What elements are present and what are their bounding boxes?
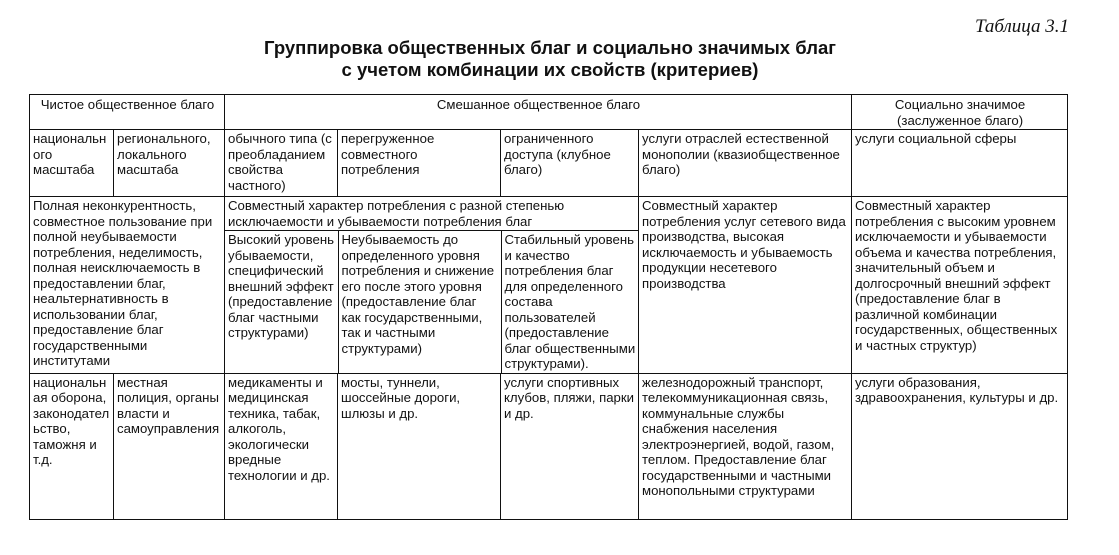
type-natural-monopoly: услуги отраслей естественной монополии (квазиобщественное благо): [639, 130, 852, 197]
goods-classification-table: [29, 94, 1068, 520]
type-club: ограниченного доступа (клубное благо): [501, 130, 639, 197]
example-club: услуги спортивных клубов, пляжи, парки и др.: [501, 373, 639, 519]
characteristics-social: Совместный характер потребления с высоким уровнем исключаемости и убываемости объема и качества потребления, значительный объем и долгосрочный внешний эффект (предоставление благ в различной комбинации государственных, общественных и частных структур): [852, 197, 1068, 374]
title-line-1: Группировка общественных благ и социально значимых благ: [264, 37, 836, 58]
mixed-characteristics-subtable: [225, 197, 639, 373]
header-social-good: Социально значимое (заслуженное благо): [852, 95, 1068, 130]
header-mixed-good: Смешанное общественное благо: [225, 95, 852, 130]
example-regional: местная полиция, органы власти и самоуправления: [114, 373, 225, 519]
characteristics-overloaded: Неубываемость до определенного уровня потребления и снижение его после этого уровня (предоставление благ как государственными, так и частными структурами): [338, 231, 501, 373]
characteristics-ordinary: Высокий уровень убываемости, специфический внешний эффект (предоставление благ частными структурами): [225, 231, 338, 373]
characteristics-pure: Полная неконкурентность, совместное пользование при полной неубываемости потребления, неделимость, полная неисключаемость в предоставлении благ, неальтернативность в использовании благ, предоставление благ государственными институтами: [30, 197, 225, 374]
title-line-2: с учетом комбинации их свойств (критериев): [341, 59, 759, 80]
characteristics-mixed-common: Совместный характер потребления с разной степенью исключаемости и убываемости потребления благ: [225, 197, 639, 231]
type-regional: регионального, локального масштаба: [114, 130, 225, 197]
characteristics-club: Стабильный уровень и качество потребления благ для определенного состава пользователей (предоставление благ общественными структурами).: [504, 232, 636, 371]
characteristics-monopoly: Совместный характер потребления услуг сетевого вида производства, высокая исключаемость и убываемость продукции несетевого производства: [639, 197, 852, 374]
example-overloaded: мосты, туннели, шоссейные дороги, шлюзы и др.: [338, 373, 501, 519]
header-pure-good: Чистое общественное благо: [30, 95, 225, 130]
characteristics-row: [30, 197, 1068, 374]
types-row: [30, 130, 1068, 197]
examples-row: [30, 373, 1068, 519]
type-ordinary: обычного типа (с преобладанием свойства частного): [225, 130, 338, 197]
type-social-services: услуги социальной сферы: [852, 130, 1068, 197]
example-social-services: услуги образования, здравоохранения, культуры и др.: [852, 373, 1068, 519]
type-overloaded: перегруженное совместного потребления: [338, 130, 501, 197]
example-natural-monopoly: железнодорожный транспорт, телекоммуникационная связь, коммунальные службы снабжения населения электроэнергией, водой, газом, теплом. Предоставление благ государственными и частными монопольными структурами: [639, 373, 852, 519]
page-title: [0, 37, 1100, 81]
example-national: национальная оборона, законодательство, таможня и т.д.: [30, 373, 114, 519]
characteristics-mixed-block: [225, 197, 639, 374]
example-ordinary: медикаменты и медицинская техника, табак, алкоголь, экологически вредные технологии и др.: [225, 373, 338, 519]
type-national: национального масштаба: [30, 130, 114, 197]
header-row: [30, 95, 1068, 130]
table-number: Таблица 3.1: [975, 16, 1069, 37]
